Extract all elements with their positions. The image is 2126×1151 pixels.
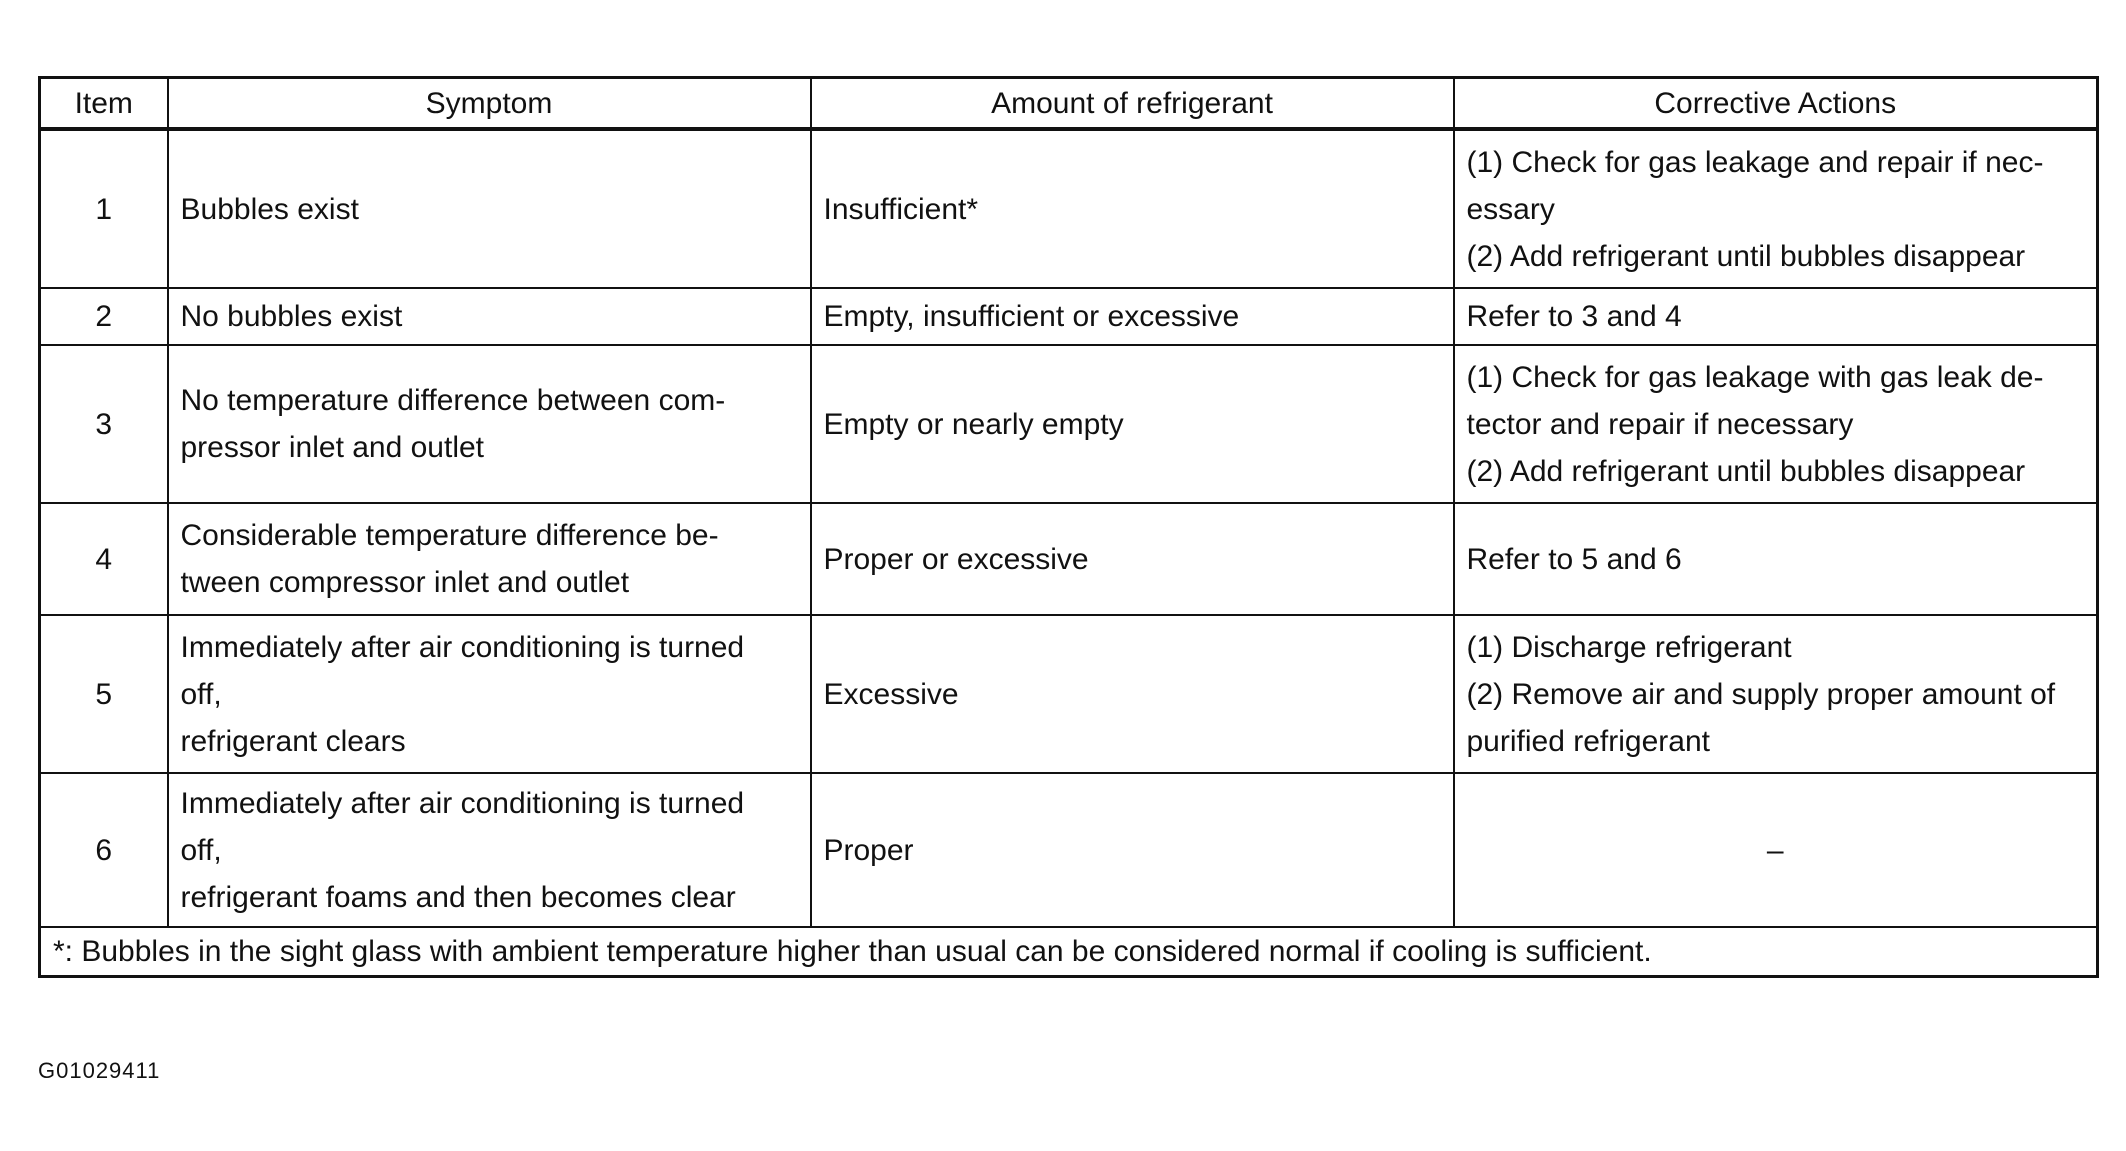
table-row	[40, 615, 2098, 773]
symptom-cell	[168, 288, 811, 345]
header-amount: Amount of refrigerant	[811, 78, 1454, 130]
header-actions: Corrective Actions	[1454, 78, 2098, 130]
symptom-line: No temperature difference between com-	[180, 384, 726, 417]
symptom-cell	[168, 129, 811, 288]
actions-cell	[1454, 503, 2098, 615]
symptom-line: pressor inlet and outlet	[180, 431, 485, 464]
table-row	[40, 773, 2098, 927]
action-line: (1) Check for gas leakage and repair if nec-	[1466, 145, 2044, 179]
item-number: 2	[40, 288, 168, 345]
amount-cell: Proper or excessive	[811, 503, 1454, 615]
actions-cell	[1454, 129, 2098, 288]
item-number: 4	[40, 503, 168, 615]
action-line: –	[1766, 833, 1784, 867]
item-number: 1	[40, 129, 168, 288]
footnote: *: Bubbles in the sight glass with ambient temperature higher than usual can be considered normal if cooling is sufficient.	[40, 927, 2098, 977]
symptom-line: refrigerant foams and then becomes clear	[180, 880, 736, 914]
symptom-cell	[168, 773, 811, 927]
symptom-line: off,	[180, 677, 222, 711]
amount-cell: Excessive	[811, 615, 1454, 773]
action-line: (2) Add refrigerant until bubbles disappear	[1466, 454, 2026, 488]
item-number: 3	[40, 345, 168, 503]
amount-cell: Proper	[811, 773, 1454, 927]
action-line: (2) Add refrigerant until bubbles disappear	[1466, 239, 2026, 273]
table-row	[40, 503, 2098, 615]
refrigerant-diagnosis-table	[38, 76, 2099, 978]
symptom-line: tween compressor inlet and outlet	[180, 566, 630, 599]
action-line: Refer to 3 and 4	[1466, 300, 1682, 333]
symptom-cell	[168, 503, 811, 615]
item-number: 5	[40, 615, 168, 773]
action-line: Refer to 5 and 6	[1466, 542, 1682, 576]
symptom-line: refrigerant clears	[180, 724, 406, 758]
action-line: (2) Remove air and supply proper amount of	[1466, 677, 2056, 711]
table-header-row	[40, 78, 2098, 130]
figure-code: G01029411	[38, 1058, 161, 1083]
footnote-row	[40, 927, 2098, 977]
amount-cell: Empty or nearly empty	[811, 345, 1454, 503]
symptom-line: Considerable temperature difference be-	[180, 519, 719, 552]
action-line: purified refrigerant	[1466, 724, 1710, 758]
amount-cell: Empty, insufficient or excessive	[811, 288, 1454, 345]
action-line: (1) Check for gas leakage with gas leak de-	[1466, 360, 2044, 394]
actions-cell	[1454, 773, 2098, 927]
amount-cell: Insufficient*	[811, 129, 1454, 288]
symptom-line: Immediately after air conditioning is turned	[180, 630, 745, 664]
item-number: 6	[40, 773, 168, 927]
symptom-line: off,	[180, 833, 222, 867]
table-row	[40, 288, 2098, 345]
symptom-line: Bubbles exist	[180, 192, 359, 226]
table-row	[40, 345, 2098, 503]
symptom-cell	[168, 345, 811, 503]
action-line: tector and repair if necessary	[1466, 407, 1854, 441]
action-line: (1) Discharge refrigerant	[1466, 630, 1792, 664]
actions-cell	[1454, 288, 2098, 345]
document	[38, 76, 2096, 978]
action-line: essary	[1466, 192, 1555, 226]
symptom-cell	[168, 615, 811, 773]
actions-cell	[1454, 615, 2098, 773]
symptom-line: No bubbles exist	[180, 300, 403, 333]
header-symptom: Symptom	[168, 78, 811, 130]
symptom-line: Immediately after air conditioning is turned	[180, 786, 745, 820]
header-item: Item	[40, 78, 168, 130]
actions-cell	[1454, 345, 2098, 503]
table-row	[40, 129, 2098, 288]
